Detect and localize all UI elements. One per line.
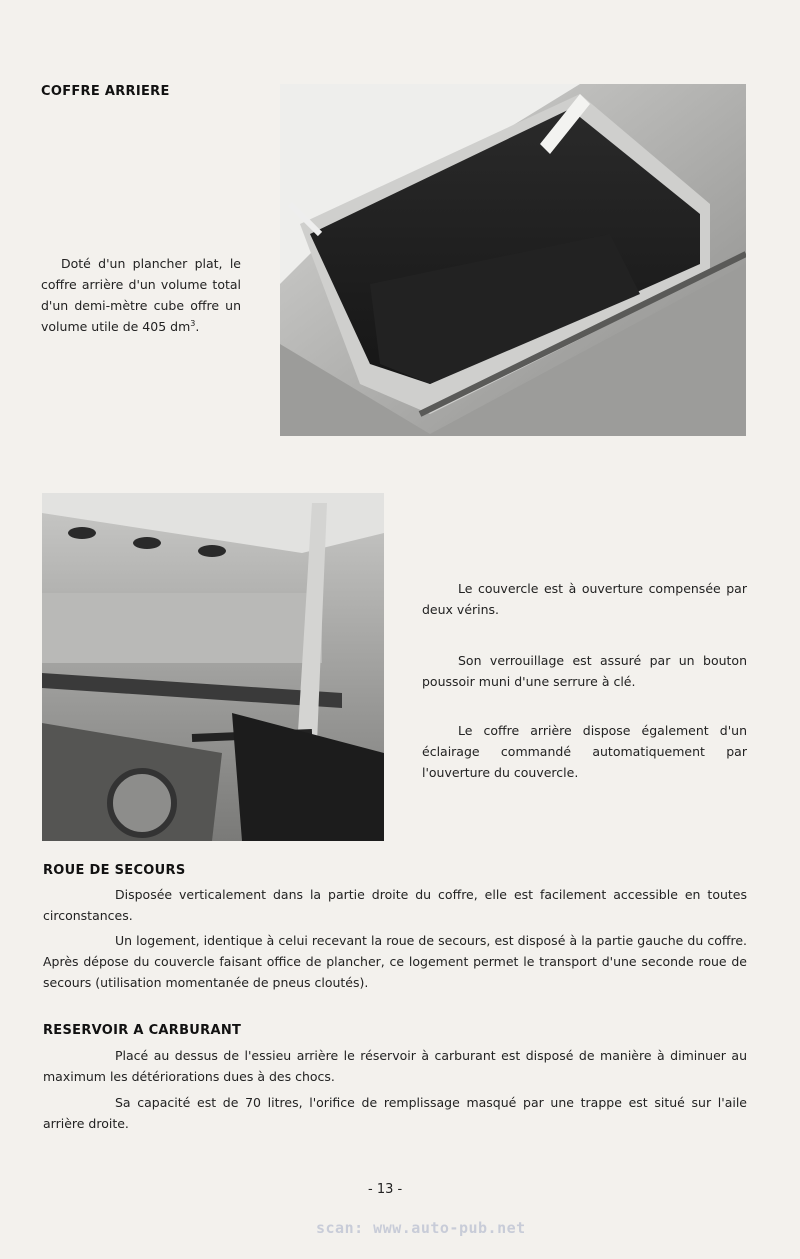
lid-paragraph-1: Le couvercle est à ouverture compensée par deux vérins. xyxy=(422,581,747,617)
trunk-photo-image xyxy=(280,84,746,436)
lid-paragraph-3: Le coffre arrière dispose également d'un éclairage commandé automatiquement par l'ouverture du couvercle. xyxy=(422,723,747,780)
page-number: - 13 - xyxy=(368,1182,403,1197)
lid-paragraph-2: Son verrouillage est assuré par un bouton poussoir muni d'une serrure à clé. xyxy=(422,653,747,689)
trunk-photo xyxy=(280,84,746,436)
cubic-superscript: 3 xyxy=(190,318,196,328)
roue-paragraph-1: Disposée verticalement dans la partie droite du coffre, elle est facilement accessible en toutes circonstances. xyxy=(43,887,747,923)
scan-watermark: scan: www.auto-pub.net xyxy=(316,1219,526,1237)
lid-struts-photo xyxy=(42,493,384,841)
coffre-description xyxy=(41,253,241,337)
reservoir-paragraph-2: Sa capacité est de 70 litres, l'orifice de remplissage masqué par une trappe est situé sur l'aile arrière droite. xyxy=(43,1095,747,1131)
coffre-description-end: . xyxy=(195,319,200,334)
coffre-description-text: Doté d'un plancher plat, le coffre arrière d'un volume total d'un demi-mètre cube offre un volume utile de 405 dm xyxy=(41,256,241,334)
roue-paragraph-2: Un logement, identique à celui recevant la roue de secours, est disposé à la partie gauche du coffre. Après dépose du couvercle faisant office de plancher, ce logement permet le transport d'une seconde roue de secours (utilisation momentanée de pneus cloutés). xyxy=(43,933,747,990)
section-title-coffre: COFFRE ARRIERE xyxy=(41,84,170,99)
lid-struts-photo-image xyxy=(42,493,384,841)
section-title-reservoir: RESERVOIR A CARBURANT xyxy=(43,1023,242,1038)
reservoir-paragraph-1: Placé au dessus de l'essieu arrière le réservoir à carburant est disposé de manière à diminuer au maximum les détériorations dues à des chocs. xyxy=(43,1048,747,1084)
section-title-roue-de-secours: ROUE DE SECOURS xyxy=(43,863,186,878)
